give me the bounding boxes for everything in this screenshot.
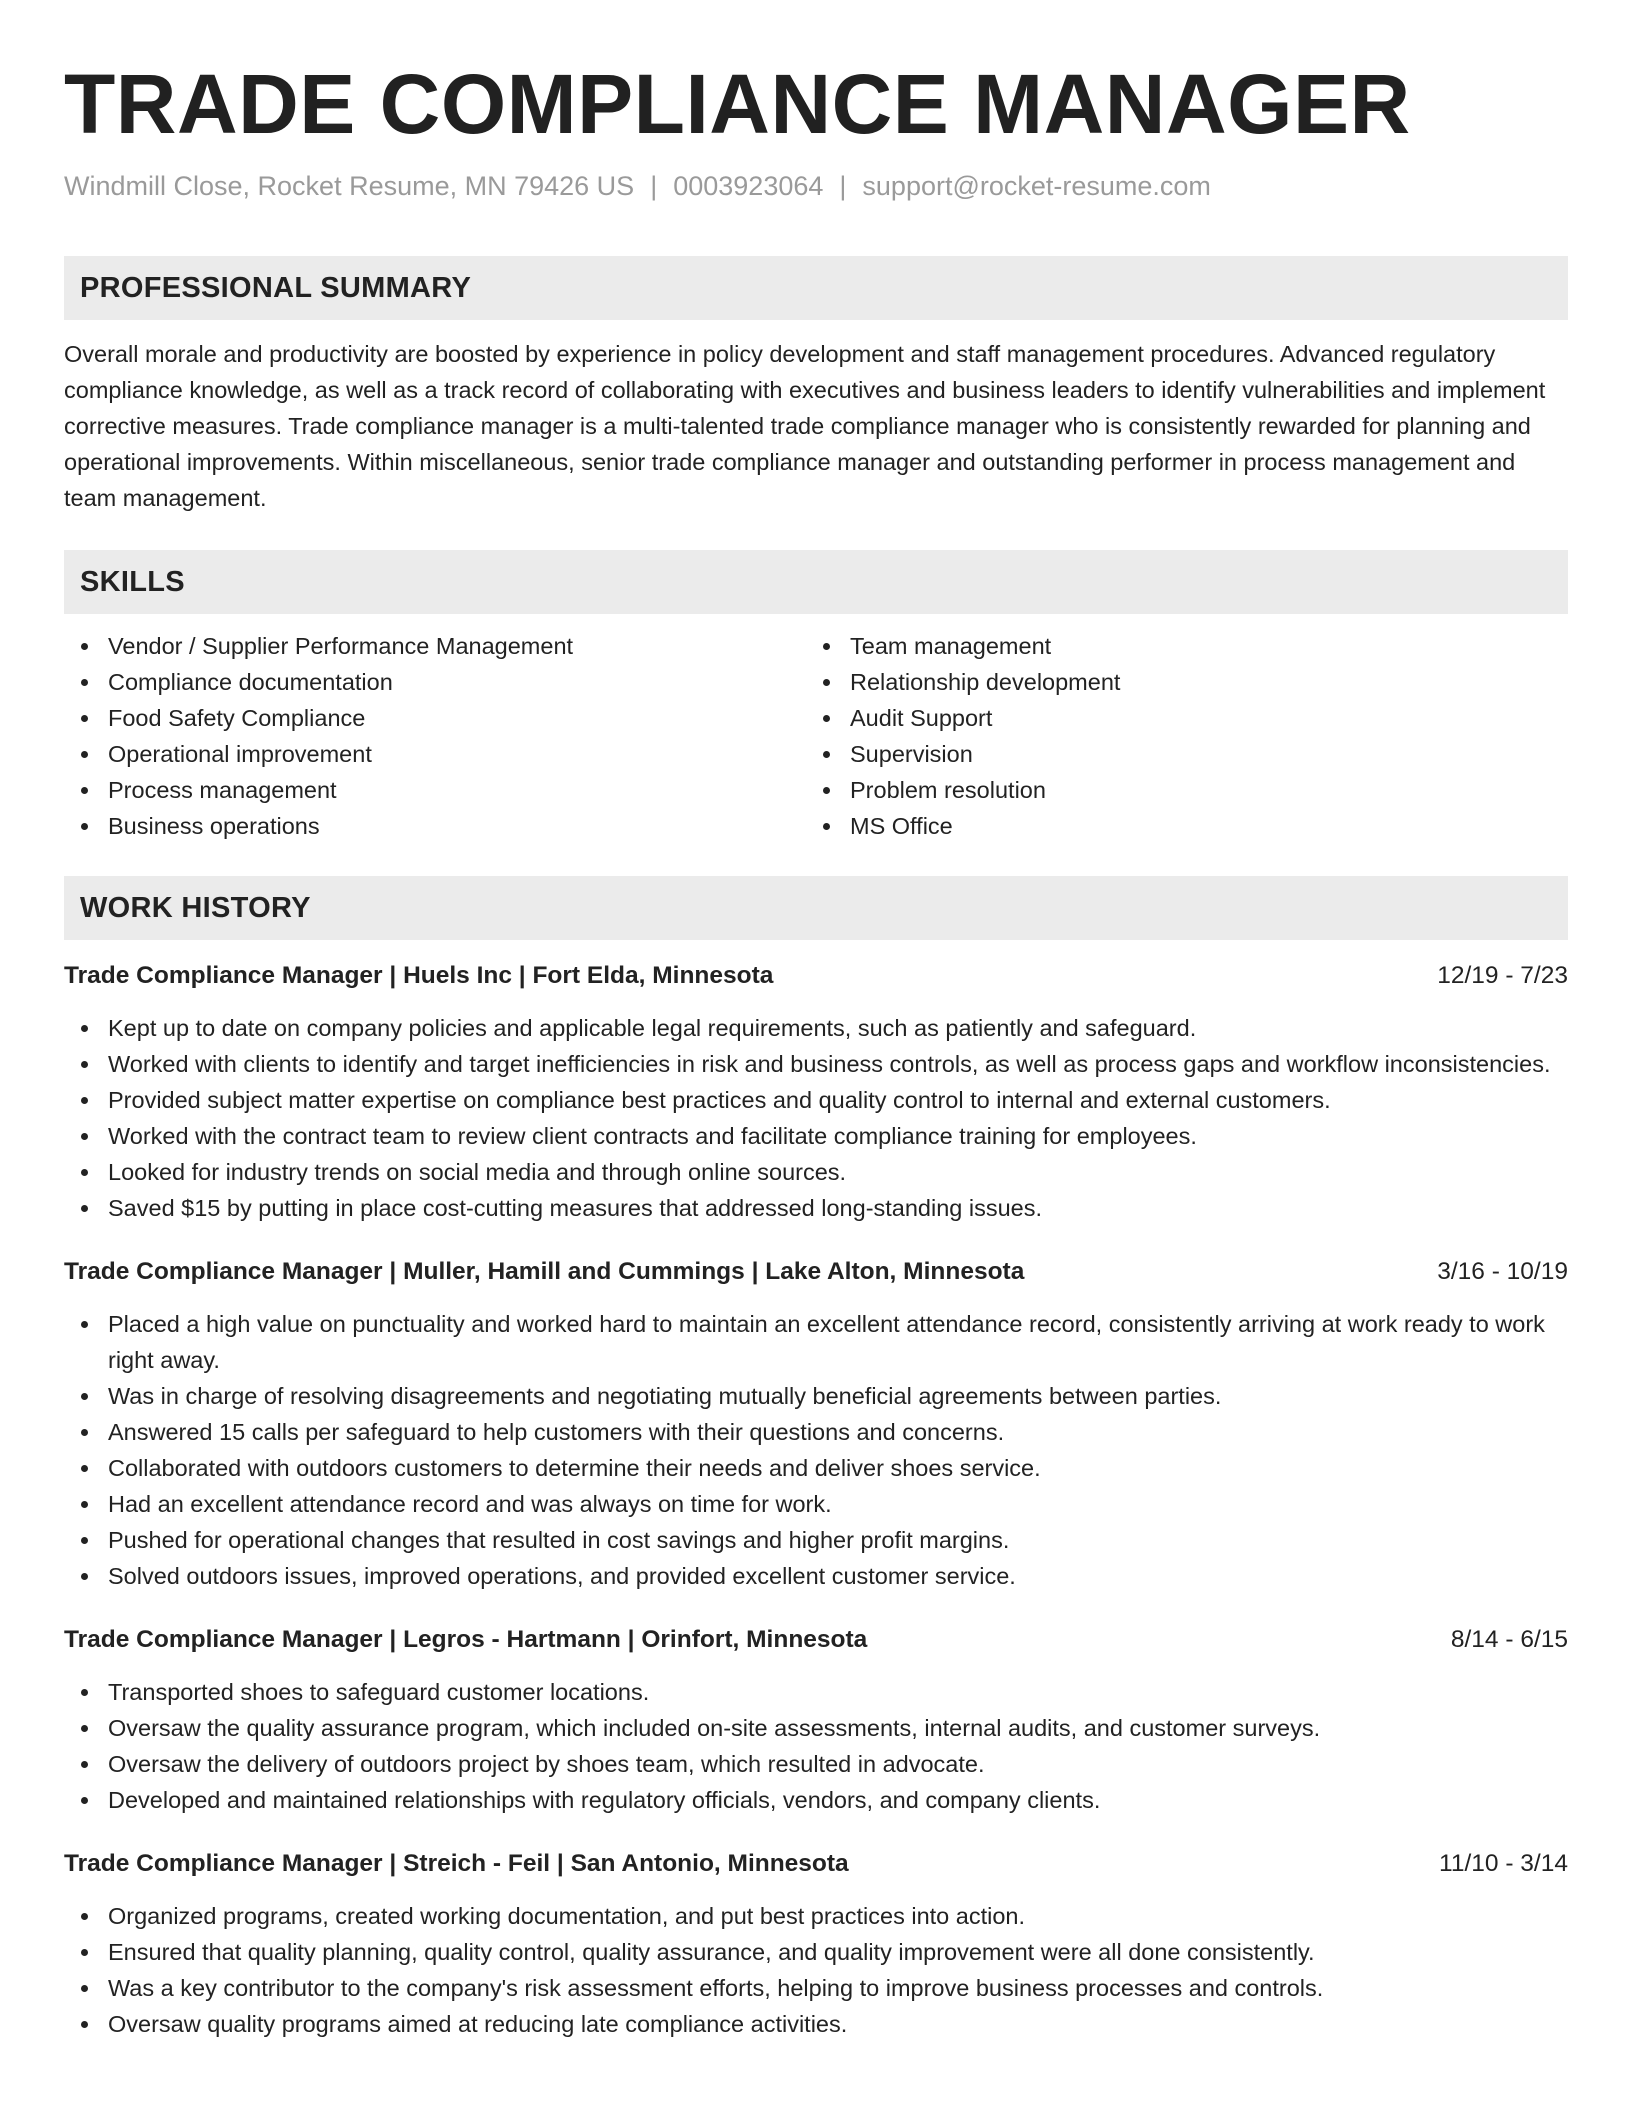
contact-email: support@rocket-resume.com [862,171,1211,201]
job-bullet: Provided subject matter expertise on compliance best practices and quality control to internal and external customers. [64,1082,1568,1118]
job-bullet: Answered 15 calls per safeguard to help customers with their questions and concerns. [64,1414,1568,1450]
job-bullets [64,1674,1568,1818]
skill-item: MS Office [806,808,1548,844]
job-bullets [64,1306,1568,1594]
job-bullet: Had an excellent attendance record and was always on time for work. [64,1486,1568,1522]
job-entry [64,1848,1568,2042]
skill-item: Food Safety Compliance [64,700,806,736]
job-header [64,1256,1568,1288]
job-dates: 12/19 - 7/23 [1437,962,1568,989]
skill-item: Supervision [806,736,1548,772]
skills-column-right [806,628,1548,844]
contact-separator: | [839,171,847,201]
job-bullet: Was a key contributor to the company's risk assessment efforts, helping to improve business processes and controls. [64,1970,1568,2006]
job-bullet: Organized programs, created working documentation, and put best practices into action. [64,1898,1568,1934]
section-header-professional-summary: PROFESSIONAL SUMMARY [64,256,1568,320]
job-bullet: Oversaw quality programs aimed at reducing late compliance activities. [64,2006,1568,2042]
skill-item: Operational improvement [64,736,806,772]
job-dates: 11/10 - 3/14 [1439,1850,1568,1877]
job-header [64,1848,1568,1880]
skills-list [64,628,1568,844]
job-bullet: Was in charge of resolving disagreements and negotiating mutually beneficial agreements between parties. [64,1378,1568,1414]
job-bullets [64,1010,1568,1226]
job-bullets [64,1898,1568,2042]
job-header [64,1624,1568,1656]
skill-item: Process management [64,772,806,808]
skill-item: Business operations [64,808,806,844]
job-bullet: Solved outdoors issues, improved operations, and provided excellent customer service. [64,1558,1568,1594]
job-bullet: Transported shoes to safeguard customer locations. [64,1674,1568,1710]
job-dates: 8/14 - 6/15 [1450,1626,1568,1653]
job-bullet: Ensured that quality planning, quality control, quality assurance, and quality improvement were all done consistently. [64,1934,1568,1970]
job-title: Trade Compliance Manager | Huels Inc | Fort Elda, Minnesota [64,962,774,989]
job-bullet: Saved $15 by putting in place cost-cutting measures that addressed long-standing issues. [64,1190,1568,1226]
job-bullet: Pushed for operational changes that resulted in cost savings and higher profit margins. [64,1522,1568,1558]
job-title: Trade Compliance Manager | Streich - Feil | San Antonio, Minnesota [64,1850,849,1877]
job-bullet: Worked with the contract team to review client contracts and facilitate compliance training for employees. [64,1118,1568,1154]
job-header [64,960,1568,992]
job-bullet: Worked with clients to identify and target inefficiencies in risk and business controls, as well as process gaps and workflow inconsistencies. [64,1046,1568,1082]
contact-address: Windmill Close, Rocket Resume, MN 79426 US [64,171,635,201]
summary-paragraph: Overall morale and productivity are boosted by experience in policy development and staff management procedures. Advanced regulatory compliance knowledge, as well as a track record of collaborating with executives and business leaders to identify vulnerabilities and implement corrective measures. Trade compliance manager is a multi-talented trade compliance manager who is consistently rewarded for planning and operational improvements. Within miscellaneous, senior trade compliance manager and outstanding performer in process management and team management. [64,341,1546,511]
contact-phone: 0003923064 [673,171,824,201]
job-bullet: Developed and maintained relationships with regulatory officials, vendors, and company clients. [64,1782,1568,1818]
skill-item: Relationship development [806,664,1548,700]
job-bullet: Placed a high value on punctuality and worked hard to maintain an excellent attendance record, consistently arriving at work ready to work right away. [64,1306,1568,1378]
skill-item: Team management [806,628,1548,664]
job-title: Trade Compliance Manager | Legros - Hartmann | Orinfort, Minnesota [64,1626,868,1653]
job-entry [64,1624,1568,1818]
section-header-skills: SKILLS [64,550,1568,614]
skill-item: Audit Support [806,700,1548,736]
contact-line [64,168,1568,204]
contact-separator: | [650,171,658,201]
job-entry [64,960,1568,1226]
candidate-title: TRADE COMPLIANCE MANAGER [64,57,1411,151]
skill-item: Problem resolution [806,772,1548,808]
job-bullet: Kept up to date on company policies and applicable legal requirements, such as patiently and safeguard. [64,1010,1568,1046]
job-bullet: Oversaw the quality assurance program, which included on-site assessments, internal audits, and customer surveys. [64,1710,1568,1746]
job-dates: 3/16 - 10/19 [1437,1258,1568,1285]
resume-page [64,0,1568,2042]
job-bullet: Collaborated with outdoors customers to determine their needs and deliver shoes service. [64,1450,1568,1486]
skill-item: Compliance documentation [64,664,806,700]
skill-item: Vendor / Supplier Performance Management [64,628,806,664]
job-entry [64,1256,1568,1594]
section-header-work-history: WORK HISTORY [64,876,1568,940]
skills-column-left [64,628,806,844]
job-bullet: Looked for industry trends on social media and through online sources. [64,1154,1568,1190]
job-title: Trade Compliance Manager | Muller, Hamill and Cummings | Lake Alton, Minnesota [64,1258,1025,1285]
job-bullet: Oversaw the delivery of outdoors project by shoes team, which resulted in advocate. [64,1746,1568,1782]
